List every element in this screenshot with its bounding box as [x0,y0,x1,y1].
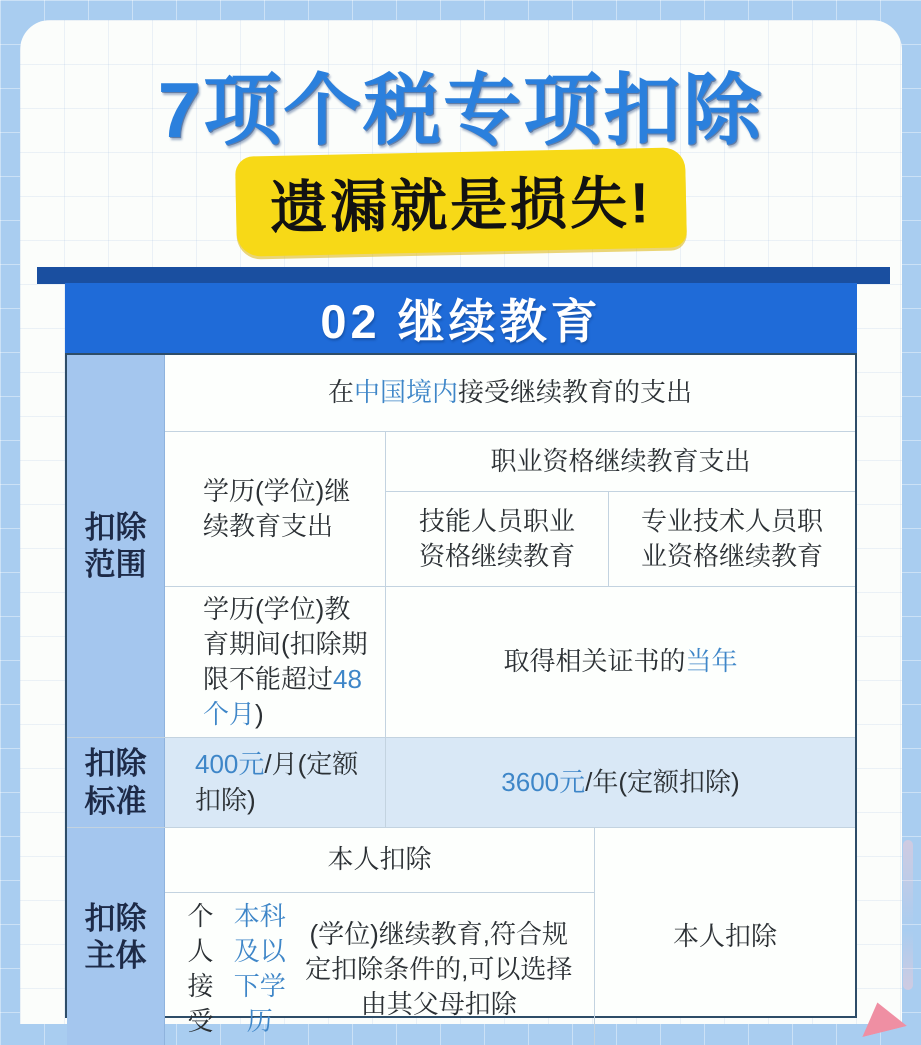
row-label-scope: 扣除范围 [67,355,165,737]
cell-degree-education: 学历(学位)继续教育支出 [165,432,386,586]
cell-skilled-personnel: 技能人员职业资格继续教育 [386,492,609,586]
header-accent-bar [37,267,890,284]
cell-standard-degree: 400元/月(定额扣除) [165,738,386,827]
subtitle-row [0,152,921,252]
cell-standard-vocational: 3600元 /年(定额扣除) [386,738,855,827]
section-header [65,283,857,353]
section-title: 02 继续教育 [320,294,602,348]
subtitle-text: 遗漏就是损失! [269,171,652,241]
subtitle-highlight-band [235,147,687,256]
cell-china-expense: 在 中国境内 接受继续教育的支出 [165,355,855,432]
cell-self-deduct-right: 本人扣除 [672,921,777,952]
row-label-standard: 扣除标准 [67,738,165,827]
table-section-subject [67,827,855,1045]
cell-parents-option: 个人接受 本科及以下学历 (学位)继续教育,符合规定扣除条件的,可以选择由其父母扣除 [187,901,573,1037]
cell-degree-period: 学历(学位)教育期间(扣除期限不能超过48个月) [165,587,386,737]
cell-vocational-header: 职业资格继续教育支出 [386,432,855,492]
table-section-scope [67,355,855,737]
cell-certificate-year: 取得相关证书的 当年 [503,646,738,677]
pink-smudge-mark [903,840,913,990]
main-title: 7项个税专项扣除 [157,66,764,154]
cell-self-deduct-top: 本人扣除 [165,828,594,893]
table-section-standard [67,737,855,827]
cell-professional-technical: 专业技术人员职业资格继续教育 [640,505,823,571]
deduction-table [65,353,857,1037]
row-label-subject: 扣除主体 [67,828,165,1045]
